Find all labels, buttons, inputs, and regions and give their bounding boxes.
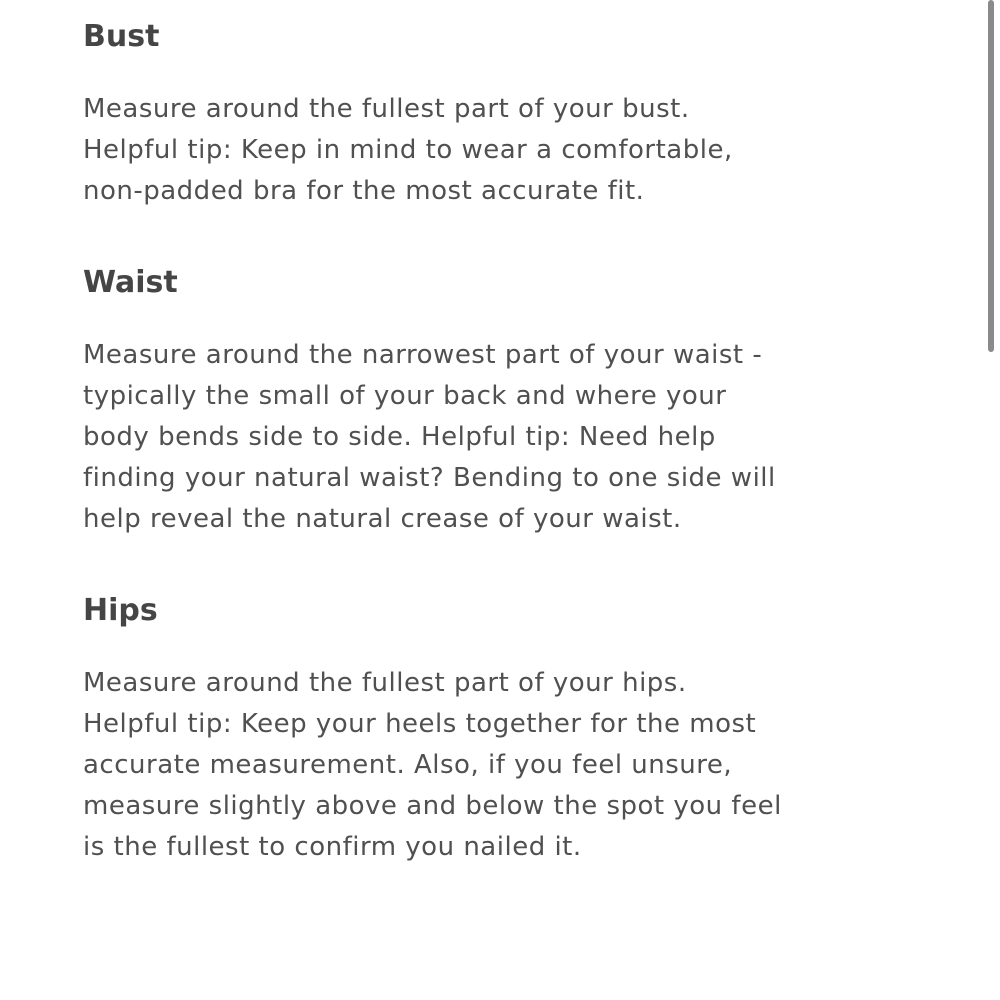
waist-heading: Waist: [83, 265, 178, 300]
waist-description: [83, 335, 776, 540]
hips-description: [83, 663, 782, 868]
bust-line: Measure around the fullest part of your bust.: [83, 94, 690, 124]
waist-line: finding your natural waist? Bending to one side will: [83, 463, 776, 493]
hips-section: [83, 591, 782, 868]
hips-line: Helpful tip: Keep your heels together for the most: [83, 709, 757, 739]
waist-line: typically the small of your back and where your: [83, 381, 727, 411]
hips-line: measure slightly above and below the spot you feel: [83, 791, 782, 821]
bust-section: [83, 17, 733, 212]
bust-heading: Bust: [83, 19, 160, 54]
hips-heading: Hips: [83, 593, 158, 628]
waist-line: body bends side to side. Helpful tip: Need help: [83, 422, 716, 452]
vertical-scrollbar-thumb[interactable]: [988, 0, 994, 352]
hips-line: Measure around the fullest part of your hips.: [83, 668, 687, 698]
hips-line: accurate measurement. Also, if you feel unsure,: [83, 750, 733, 780]
waist-line: Measure around the narrowest part of your waist -: [83, 340, 763, 370]
bust-line: non-padded bra for the most accurate fit.: [83, 176, 645, 206]
bust-line: Helpful tip: Keep in mind to wear a comfortable,: [83, 135, 733, 165]
waist-section: [83, 263, 776, 540]
waist-line: help reveal the natural crease of your waist.: [83, 504, 682, 534]
hips-line: is the fullest to confirm you nailed it.: [83, 832, 582, 862]
bust-description: [83, 89, 733, 212]
